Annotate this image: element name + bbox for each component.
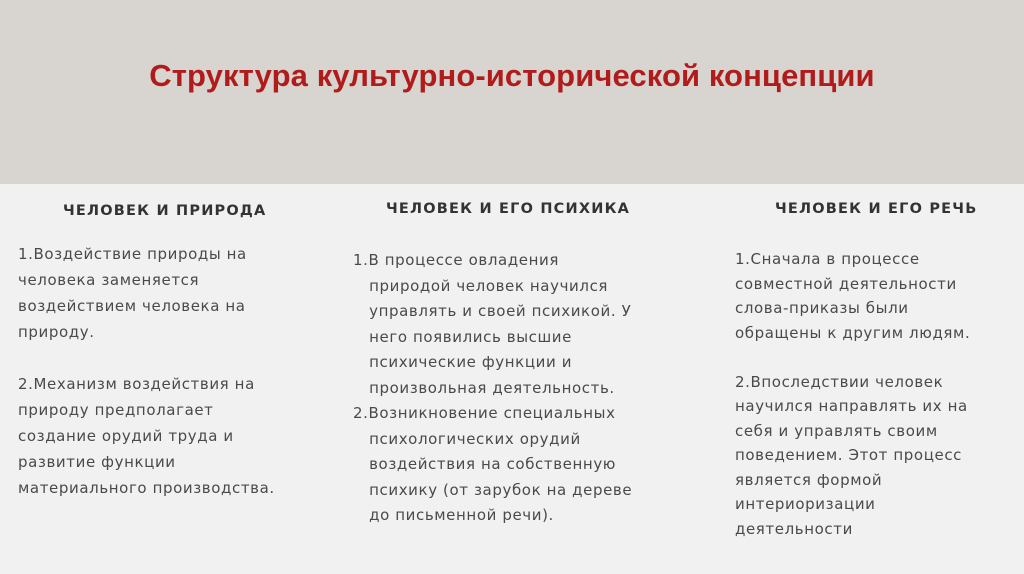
text-line: деятельности [735,519,853,538]
column-text-psyche [353,248,632,529]
text-line: поведением. Этот процесс [735,446,963,464]
text-line: обращены к другим людям. [735,323,971,342]
text-line: воздействия на собственную [353,455,617,473]
text-line: 1.В процессе овладения [353,251,559,269]
text-line: природой человек научился [353,276,609,295]
page-title: Структура культурно-исторической концепции [149,58,875,93]
text-line: произвольная деятельность. [353,378,615,397]
text-line: материального производства. [18,479,275,497]
paragraph-spacer [18,345,275,371]
text-line: совместной деятельности [735,274,957,293]
text-line: природу. [18,323,95,341]
text-line: него появились высшие [353,327,572,346]
text-line: человека заменяется [18,271,200,289]
text-line: психику (от зарубок на дереве [353,480,633,499]
text-line: до письменной речи). [353,506,554,524]
text-line: управлять и своей психикой. У [353,302,632,320]
text-line: 1.Сначала в процессе [735,250,920,268]
column-text-nature [18,241,275,501]
text-line: создание орудий труда и [18,427,234,445]
text-line: 2.Впоследствии человек [735,372,944,391]
text-line: психологических орудий [353,429,581,448]
text-line: воздействием человека на [18,297,246,315]
text-line: природу предполагает [18,401,214,419]
text-line: является формой [735,470,883,489]
column-heading-psyche: ЧЕЛОВЕК И ЕГО ПСИХИКА [386,201,631,217]
text-line: 1.Воздействие природы на [18,245,247,263]
content-area [0,184,1024,574]
text-line: 2.Возникновение специальных [353,404,616,422]
text-line: развитие функции [18,453,176,471]
text-line: психические функции и [353,353,573,371]
column-heading-speech: ЧЕЛОВЕК И ЕГО РЕЧЬ [775,201,978,217]
text-line: интериоризации [735,495,876,513]
text-line: 2.Механизм воздействия на [18,375,255,393]
text-line: слова-приказы были [735,299,909,317]
paragraph-spacer [735,345,970,370]
column-heading-nature: ЧЕЛОВЕК И ПРИРОДА [63,203,267,219]
title-banner [0,0,1024,184]
text-line: научился направлять их на [735,397,968,415]
column-text-speech [735,247,970,541]
text-line: себя и управлять своим [735,421,938,440]
